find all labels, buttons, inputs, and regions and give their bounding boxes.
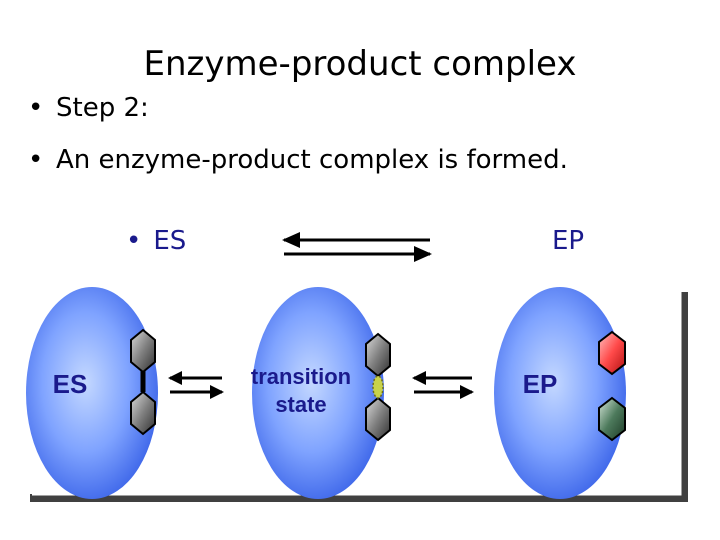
- equilibrium-arrows-2: [412, 371, 474, 399]
- label-ep: EP: [522, 369, 558, 399]
- equilibrium-arrows-1: [168, 371, 224, 399]
- equation-bullet: •: [126, 226, 142, 256]
- bullet-description: • An enzyme-product complex is formed.: [22, 134, 568, 186]
- enzyme-es: [26, 287, 158, 499]
- label-transition-line2: state: [275, 392, 327, 417]
- label-es: ES: [52, 369, 88, 399]
- equation-ep: EP: [552, 226, 585, 256]
- equation-equilibrium-arrows: [282, 232, 432, 262]
- enzyme-ep: [494, 287, 626, 499]
- transition-bond: [373, 376, 383, 398]
- bullet-step: • Step 2:: [22, 82, 568, 134]
- equation-es: ES: [153, 226, 187, 256]
- label-transition-line1: transition: [250, 364, 352, 389]
- slide-title: Enzyme-product complex: [143, 44, 577, 84]
